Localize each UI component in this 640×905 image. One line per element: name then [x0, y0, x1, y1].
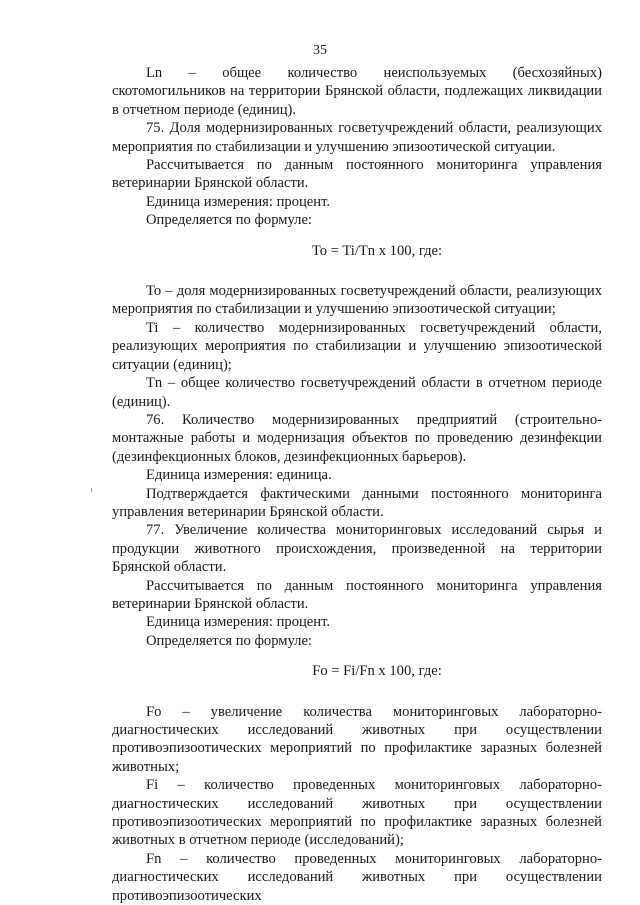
paragraph-confirmation: Подтверждается фактическими данными постоянного мониторинга управления ветеринарии Брянской области.: [112, 485, 602, 520]
paragraph-tn-definition: Tn – общее количество госветучреждений области в отчетном периоде (единиц).: [112, 375, 602, 410]
page-number: 35: [313, 43, 327, 58]
formula-fo: Fo = Fi/Fn x 100, где:: [312, 663, 442, 680]
paragraph-ti-definition: Ti – количество модернизированных госветучреждений области, реализующих мероприятия по стабилизации и улучшению эпизоотической ситуации (единиц);: [112, 319, 602, 373]
paragraph-calculation-source-77: Рассчитывается по данным постоянного мониторинга управления ветеринарии Брянской области.: [112, 577, 602, 612]
document-body: [112, 64, 602, 905]
paragraph-formula-intro: Определяется по формуле:: [146, 212, 312, 229]
paragraph-unit-77: Единица измерения: процент.: [146, 614, 331, 631]
paragraph-ln-definition: Ln – общее количество неиспользуемых (бесхозяйных) скотомогильников на территории Брянской области, подлежащих ликвидации в отчетном периоде (единиц).: [112, 65, 602, 118]
paragraph-fo-definition: Fo – увеличение количества мониторинговых лабораторно-диагностических исследований животных при осуществлении противоэпизоотических мероприятий по профилактике заразных болезней животных;: [112, 703, 602, 775]
paragraph-unit-76: Единица измерения: единица.: [146, 467, 332, 484]
margin-mark: [91, 488, 92, 492]
paragraph-item-76: 76. Количество модернизированных предприятий (строительно-монтажные работы и модернизация объектов по проведению дезинфекции (дезинфекционных блоков, дезинфекционных барьеров).: [112, 411, 602, 465]
paragraph-formula-intro-77: Определяется по формуле:: [146, 632, 312, 649]
paragraph-to-definition: To – доля модернизированных госветучреждений области, реализующих мероприятия по стабилизации и улучшению эпизоотической ситуации;: [112, 283, 602, 318]
paragraph-item-77: 77. Увеличение количества мониторинговых исследований сырья и продукции животного происхождения, произведенной на территории Брянской области.: [112, 522, 602, 576]
paragraph-item-75: 75. Доля модернизированных госветучреждений области, реализующих мероприятия по стабилизации и улучшению эпизоотической ситуации.: [112, 120, 602, 155]
paragraph-unit: Единица измерения: процент.: [146, 193, 331, 210]
paragraph-fn-definition: Fn – количество проведенных мониторинговых лабораторно-диагностических исследований животных при осуществлении противоэпизоотических: [112, 850, 602, 904]
paragraph-fi-definition: Fi – количество проведенных мониторинговых лабораторно-диагностических исследований животных при осуществлении противоэпизоотических мероприятий по профилактике заразных болезней животных в отчетном периоде (исследований);: [112, 777, 602, 849]
formula-to: To = Ti/Tn x 100, где:: [311, 242, 443, 259]
paragraph-calculation-source: Рассчитывается по данным постоянного мониторинга управления ветеринарии Брянской области.: [112, 157, 602, 192]
